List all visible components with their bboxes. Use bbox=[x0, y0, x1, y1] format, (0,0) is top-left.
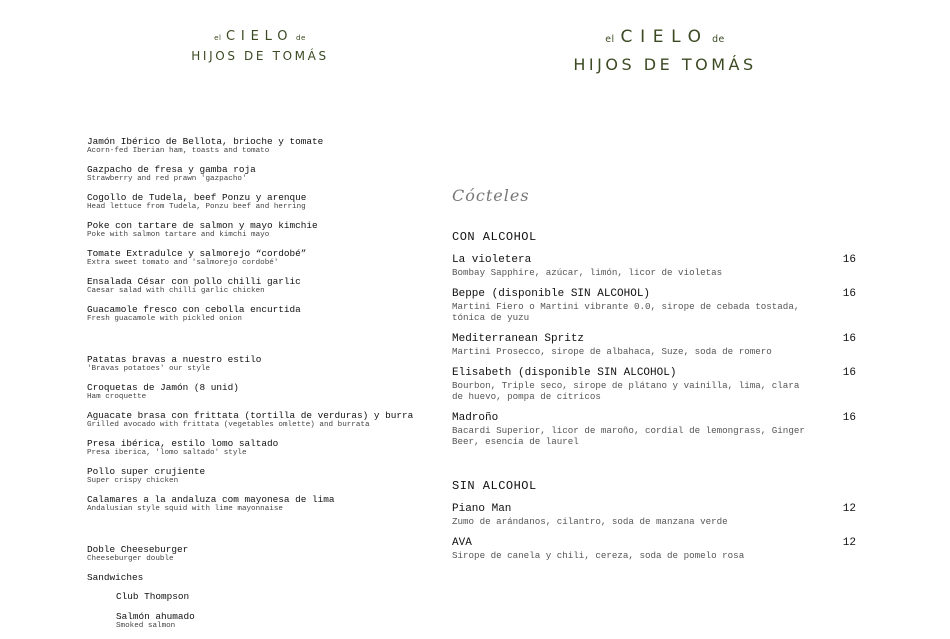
drink-price: 16 bbox=[842, 367, 856, 379]
drink-name: Piano Man bbox=[452, 503, 512, 515]
menu-item-title: Cogollo de Tudela, beef Ponzu y arenque bbox=[87, 192, 307, 203]
cocktail-menu bbox=[452, 186, 862, 571]
sandwiches-list bbox=[87, 591, 427, 631]
menu-item-title: Aguacate brasa con frittata (tortilla de verduras) y burra bbox=[87, 410, 414, 421]
menu-item-title: Jamón Ibérico de Bellota, brioche y tomate bbox=[87, 136, 324, 147]
drink-item bbox=[452, 288, 862, 323]
drink-description: Martini Prosecco, sirope de albahaca, Suze, soda de romero bbox=[452, 346, 772, 357]
drink-name: AVA bbox=[452, 537, 472, 549]
logo-name: CIELO bbox=[620, 27, 709, 47]
drink-description: Martini Fiero o Martini vibrante 0.0, sirope de cebada tostada, tónica de yuzu bbox=[452, 301, 800, 323]
drink-name: Madroño bbox=[452, 412, 499, 424]
drink-price: 12 bbox=[842, 537, 856, 549]
menu-item-title: Pollo super crujiente bbox=[87, 466, 206, 477]
drink-price: 16 bbox=[842, 254, 856, 266]
sandwiches-label: Sandwiches bbox=[87, 572, 144, 583]
menu-item bbox=[87, 544, 427, 564]
menu-item-subtitle: Acorn-fed Iberian ham, toasts and tomato bbox=[87, 147, 270, 155]
logo-right bbox=[560, 24, 770, 77]
drink-price: 16 bbox=[842, 288, 856, 300]
menu-item bbox=[87, 164, 427, 184]
menu-item bbox=[87, 220, 427, 240]
menu-item-subtitle: Cheeseburger double bbox=[87, 555, 174, 563]
menu-item-subtitle: 'Bravas potatoes' our style bbox=[87, 365, 211, 373]
menu-item-subtitle: Fresh guacamole with pickled onion bbox=[87, 315, 242, 323]
menu-item-title: Patatas bravas a nuestro estilo bbox=[87, 354, 262, 365]
drink-name: Elisabeth (disponible SIN ALCOHOL) bbox=[452, 367, 677, 379]
menu-item-title: Gazpacho de fresa y gamba roja bbox=[87, 164, 256, 175]
menu-item-title: Salmón ahumado bbox=[116, 611, 195, 622]
menu-item bbox=[87, 410, 427, 430]
menu-item-subtitle: Andalusian style squid with lime mayonnaise bbox=[87, 505, 283, 513]
menu-item-subtitle: Smoked salmon bbox=[116, 622, 176, 630]
menu-item-title: Calamares a la andaluza com mayonesa de lima bbox=[87, 494, 335, 505]
drink-item bbox=[452, 333, 862, 357]
menu-item-title: Presa ibérica, estilo lomo saltado bbox=[87, 438, 279, 449]
drink-name: Mediterranean Spritz bbox=[452, 333, 585, 345]
menu-item bbox=[116, 611, 427, 631]
menu-item-title: Club Thompson bbox=[116, 591, 190, 602]
food-menu bbox=[87, 136, 427, 639]
logo-prefix: el bbox=[605, 34, 615, 45]
drink-description: Bombay Sapphire, azúcar, limón, licor de violetas bbox=[452, 267, 723, 278]
menu-item-subtitle: Poke with salmon tartare and kimchi mayo bbox=[87, 231, 270, 239]
section-spacer bbox=[87, 522, 427, 544]
menu-item bbox=[87, 276, 427, 296]
starters-section bbox=[87, 136, 427, 324]
menu-item-subtitle: Head lettuce from Tudela, Ponzu beef and herring bbox=[87, 203, 306, 211]
menu-item-subtitle: Presa iberica, 'lomo saltado' style bbox=[87, 449, 247, 457]
drink-price: 16 bbox=[842, 412, 856, 424]
drink-item bbox=[452, 254, 862, 278]
menu-item-title: Tomate Extradulce y salmorejo “cordobé” bbox=[87, 248, 307, 259]
menu-item bbox=[87, 192, 427, 212]
logo-suffix: de bbox=[712, 34, 725, 45]
drink-item bbox=[452, 412, 862, 447]
drink-item bbox=[452, 367, 862, 402]
logo-prefix: el bbox=[214, 33, 222, 42]
drink-price: 12 bbox=[842, 503, 856, 515]
menu-item bbox=[87, 304, 427, 324]
logo-subtitle: HIJOS DE TOMÁS bbox=[573, 55, 757, 74]
menu-item-subtitle: Grilled avocado with frittata (vegetables omlette) and burrata bbox=[87, 421, 370, 429]
section-spacer bbox=[452, 457, 862, 465]
drink-name: Beppe (disponible SIN ALCOHOL) bbox=[452, 288, 651, 300]
menu-item-title: Ensalada César con pollo chilli garlic bbox=[87, 276, 301, 287]
drink-price: 16 bbox=[842, 333, 856, 345]
menu-item-subtitle: Caesar salad with chilli garlic chicken bbox=[87, 287, 265, 295]
section-spacer bbox=[87, 332, 427, 354]
tapas-section bbox=[87, 354, 427, 514]
menu-item bbox=[87, 354, 427, 374]
cocktails-title: Cócteles bbox=[452, 186, 530, 205]
drink-description: Bourbon, Triple seco, sirope de plátano y vainilla, lima, clara de huevo, pompa de cítricos bbox=[452, 380, 800, 402]
burger-section bbox=[87, 544, 427, 631]
drink-item bbox=[452, 503, 862, 527]
drink-description: Zumo de arándanos, cilantro, soda de manzana verde bbox=[452, 516, 728, 527]
menu-item bbox=[116, 591, 427, 602]
menu-item-subtitle: Strawberry and red prawn 'gazpacho' bbox=[87, 175, 247, 183]
logo-name: CIELO bbox=[226, 29, 294, 44]
logo-subtitle: HIJOS DE TOMÁS bbox=[191, 49, 329, 63]
menu-item-title: Guacamole fresco con cebolla encurtida bbox=[87, 304, 301, 315]
menu-item bbox=[87, 136, 427, 156]
drink-item bbox=[452, 537, 862, 561]
drink-name: La violetera bbox=[452, 254, 532, 266]
menu-item bbox=[87, 438, 427, 458]
logo-left bbox=[180, 28, 340, 65]
menu-item-title: Poke con tartare de salmon y mayo kimchie bbox=[87, 220, 318, 231]
menu-item-title: Croquetas de Jamón (8 unid) bbox=[87, 382, 239, 393]
menu-item bbox=[87, 248, 427, 268]
sin-alcohol-heading: SIN ALCOHOL bbox=[452, 479, 537, 493]
drink-description: Sirope de canela y chili, cereza, soda de pomelo rosa bbox=[452, 550, 745, 561]
menu-item-subtitle: Super crispy chicken bbox=[87, 477, 179, 485]
menu-item-title: Doble Cheeseburger bbox=[87, 544, 189, 555]
menu-item bbox=[87, 494, 427, 514]
drink-description: Bacardi Superior, licor de maroño, cordial de lemongrass, Ginger Beer, esencia de laurel bbox=[452, 425, 805, 447]
menu-item-subtitle: Extra sweet tomato and 'salmorejo cordobé' bbox=[87, 259, 279, 267]
menu-item-subtitle: Ham croquette bbox=[87, 393, 147, 401]
con-alcohol-heading: CON ALCOHOL bbox=[452, 230, 537, 244]
menu-item bbox=[87, 382, 427, 402]
menu-item bbox=[87, 466, 427, 486]
logo-suffix: de bbox=[295, 33, 306, 42]
